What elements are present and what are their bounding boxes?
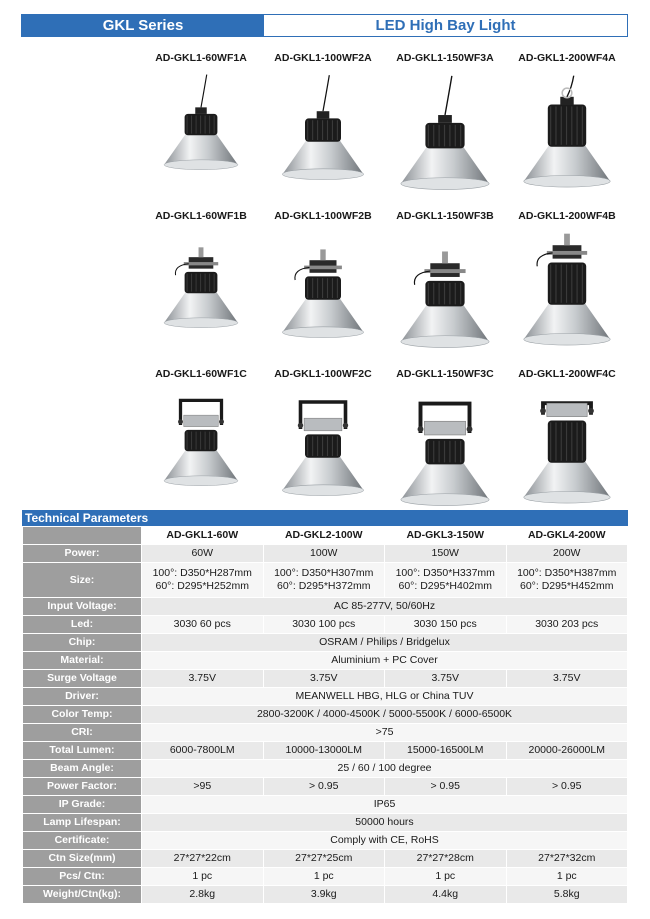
- cell: MEANWELL HBG, HLG or China TUV: [142, 688, 628, 706]
- row-label: IP Grade:: [23, 796, 142, 814]
- row-power-factor: [23, 778, 628, 796]
- row-weight: [23, 886, 628, 904]
- header-blank: [23, 527, 142, 545]
- model-label: AD-GKL1-100WF2A: [274, 52, 372, 64]
- product-card: [140, 206, 262, 364]
- high-bay-lamp-image: [268, 68, 378, 198]
- column-header: AD-GKL3-150W: [385, 527, 507, 545]
- product-card: [262, 48, 384, 206]
- model-label: AD-GKL1-150WF3B: [396, 210, 494, 222]
- cell: 6000-7800LM: [142, 742, 264, 760]
- cell: [506, 563, 628, 598]
- high-bay-lamp-image: [146, 384, 256, 514]
- model-label: AD-GKL1-60WF1C: [155, 368, 247, 380]
- size-line: 100°: D350*H307mm: [274, 567, 374, 579]
- high-bay-lamp-image: [146, 68, 256, 198]
- cell: 2800-3200K / 4000-4500K / 5000-5500K / 6000-6500K: [142, 706, 628, 724]
- size-line: 60°: D295*H402mm: [398, 580, 492, 592]
- model-label: AD-GKL1-60WF1B: [155, 210, 247, 222]
- series-header: [21, 14, 628, 37]
- cell: [142, 563, 264, 598]
- row-label: Driver:: [23, 688, 142, 706]
- product-card: [262, 206, 384, 364]
- model-label: AD-GKL1-200WF4B: [518, 210, 616, 222]
- row-chip: [23, 634, 628, 652]
- technical-parameters: [22, 510, 628, 904]
- row-label: Weight/Ctn(kg):: [23, 886, 142, 904]
- product-card: [384, 364, 506, 522]
- cell: 25 / 60 / 100 degree: [142, 760, 628, 778]
- high-bay-lamp-image: [146, 226, 256, 356]
- high-bay-lamp-image: [390, 68, 500, 198]
- product-card: [506, 206, 628, 364]
- cell: 3.75V: [142, 670, 264, 688]
- product-card: [506, 364, 628, 522]
- cell: 20000-26000LM: [506, 742, 628, 760]
- column-header: AD-GKL1-60W: [142, 527, 264, 545]
- cell: 27*27*28cm: [385, 850, 507, 868]
- row-size: [23, 563, 628, 598]
- cell: IP65: [142, 796, 628, 814]
- row-label: Power Factor:: [23, 778, 142, 796]
- table-header-row: [23, 527, 628, 545]
- cell: 3.75V: [385, 670, 507, 688]
- size-line: 100°: D350*H337mm: [395, 567, 495, 579]
- cell: Aluminium + PC Cover: [142, 652, 628, 670]
- size-line: 100°: D350*H287mm: [152, 567, 252, 579]
- product-card: [384, 206, 506, 364]
- tech-title: Technical Parameters: [22, 510, 628, 526]
- row-label: Pcs/ Ctn:: [23, 868, 142, 886]
- model-label: AD-GKL1-100WF2B: [274, 210, 372, 222]
- row-label: Total Lumen:: [23, 742, 142, 760]
- row-label: Input Voltage:: [23, 598, 142, 616]
- product-card: [262, 364, 384, 522]
- high-bay-lamp-image: [268, 226, 378, 356]
- row-pcs-ctn: [23, 868, 628, 886]
- row-lamp-lifespan: [23, 814, 628, 832]
- cell: OSRAM / Philips / Bridgelux: [142, 634, 628, 652]
- model-label: AD-GKL1-150WF3C: [396, 368, 494, 380]
- high-bay-lamp-image: [390, 384, 500, 514]
- cell: 5.8kg: [506, 886, 628, 904]
- product-grid: [140, 48, 630, 522]
- product-gallery: [140, 48, 630, 522]
- size-line: 100°: D350*H387mm: [517, 567, 617, 579]
- cell: 3.9kg: [263, 886, 385, 904]
- row-ctn-size: [23, 850, 628, 868]
- cell: 100W: [263, 545, 385, 563]
- model-label: AD-GKL1-200WF4C: [518, 368, 616, 380]
- model-label: AD-GKL1-200WF4A: [518, 52, 616, 64]
- row-label: Led:: [23, 616, 142, 634]
- cell: [385, 563, 507, 598]
- column-header: AD-GKL2-100W: [263, 527, 385, 545]
- row-label: Color Temp:: [23, 706, 142, 724]
- cell: 2.8kg: [142, 886, 264, 904]
- cell: 27*27*25cm: [263, 850, 385, 868]
- high-bay-lamp-image: [512, 68, 622, 198]
- row-label: Chip:: [23, 634, 142, 652]
- product-card: [140, 48, 262, 206]
- size-line: 60°: D295*H372mm: [277, 580, 371, 592]
- row-led: [23, 616, 628, 634]
- row-power: [23, 545, 628, 563]
- cell: 200W: [506, 545, 628, 563]
- cell: 3.75V: [263, 670, 385, 688]
- row-input-voltage: [23, 598, 628, 616]
- cell: 27*27*32cm: [506, 850, 628, 868]
- product-card: [506, 48, 628, 206]
- cell: >75: [142, 724, 628, 742]
- row-label: Size:: [23, 563, 142, 598]
- row-beam-angle: [23, 760, 628, 778]
- size-line: 60°: D295*H252mm: [155, 580, 249, 592]
- cell: AC 85-277V, 50/60Hz: [142, 598, 628, 616]
- cell: 1 pc: [263, 868, 385, 886]
- cell: 3030 60 pcs: [142, 616, 264, 634]
- row-driver: [23, 688, 628, 706]
- high-bay-lamp-image: [268, 384, 378, 514]
- cell: 3030 203 pcs: [506, 616, 628, 634]
- cell: > 0.95: [385, 778, 507, 796]
- cell: 3030 150 pcs: [385, 616, 507, 634]
- high-bay-lamp-image: [512, 384, 622, 514]
- row-label: CRI:: [23, 724, 142, 742]
- row-ip-grade: [23, 796, 628, 814]
- spec-table: [22, 526, 628, 904]
- model-label: AD-GKL1-150WF3A: [396, 52, 494, 64]
- cell: 1 pc: [385, 868, 507, 886]
- cell: 3030 100 pcs: [263, 616, 385, 634]
- row-label: Certificate:: [23, 832, 142, 850]
- row-material: [23, 652, 628, 670]
- cell: 60W: [142, 545, 264, 563]
- high-bay-lamp-image: [390, 226, 500, 356]
- cell: 150W: [385, 545, 507, 563]
- row-label: Lamp Lifespan:: [23, 814, 142, 832]
- cell: > 0.95: [506, 778, 628, 796]
- row-label: Ctn Size(mm): [23, 850, 142, 868]
- cell: 15000-16500LM: [385, 742, 507, 760]
- cell: 27*27*22cm: [142, 850, 264, 868]
- cell: 1 pc: [506, 868, 628, 886]
- product-card: [140, 364, 262, 522]
- product-title: LED High Bay Light: [264, 15, 627, 36]
- row-label: Material:: [23, 652, 142, 670]
- row-total-lumen: [23, 742, 628, 760]
- cell: >95: [142, 778, 264, 796]
- row-label: Power:: [23, 545, 142, 563]
- high-bay-lamp-image: [512, 226, 622, 356]
- row-surge-voltage: [23, 670, 628, 688]
- size-line: 60°: D295*H452mm: [520, 580, 614, 592]
- row-color-temp: [23, 706, 628, 724]
- series-title: GKL Series: [22, 15, 264, 36]
- cell: 1 pc: [142, 868, 264, 886]
- cell: Comply with CE, RoHS: [142, 832, 628, 850]
- cell: 4.4kg: [385, 886, 507, 904]
- row-cri: [23, 724, 628, 742]
- row-certificate: [23, 832, 628, 850]
- cell: > 0.95: [263, 778, 385, 796]
- cell: [263, 563, 385, 598]
- model-label: AD-GKL1-60WF1A: [155, 52, 247, 64]
- cell: 50000 hours: [142, 814, 628, 832]
- product-card: [384, 48, 506, 206]
- row-label: Beam Angle:: [23, 760, 142, 778]
- model-label: AD-GKL1-100WF2C: [274, 368, 372, 380]
- column-header: AD-GKL4-200W: [506, 527, 628, 545]
- cell: 10000-13000LM: [263, 742, 385, 760]
- cell: 3.75V: [506, 670, 628, 688]
- row-label: Surge Voltage: [23, 670, 142, 688]
